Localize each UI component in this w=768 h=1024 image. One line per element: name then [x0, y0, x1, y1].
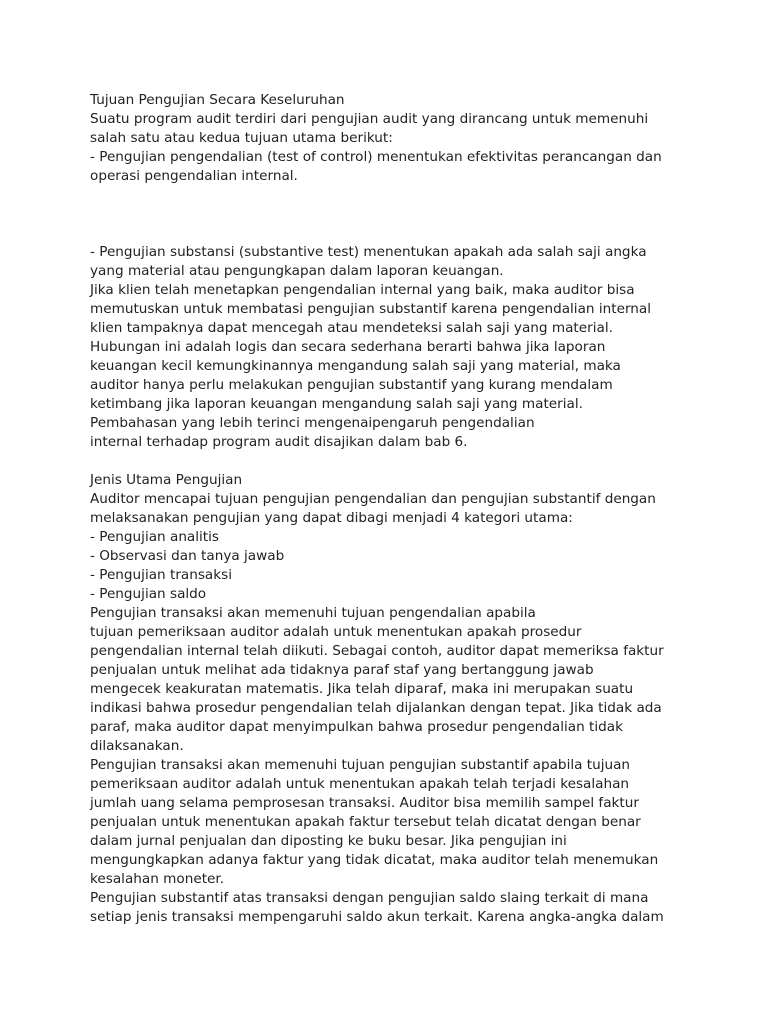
paragraph-line: auditor hanya perlu melakukan pengujian substantif yang kurang mendalam [90, 377, 613, 393]
paragraph-line: Hubungan ini adalah logis dan secara sederhana berarti bahwa jika laporan [90, 339, 606, 355]
paragraph-line: operasi pengendalian internal. [90, 168, 298, 184]
paragraph-line: keuangan kecil kemungkinannya mengandung salah saji yang material, maka [90, 358, 621, 374]
paragraph-line: dilaksanakan. [90, 738, 184, 754]
paragraph-line: indikasi bahwa prosedur pengendalian telah dijalankan dengan tepat. Jika tidak ada [90, 700, 662, 716]
paragraph-line: mengungkapkan adanya faktur yang tidak dicatat, maka auditor telah menemukan [90, 852, 659, 868]
list-item: - Pengujian saldo [90, 586, 207, 602]
paragraph-line: Pengujian transaksi akan memenuhi tujuan pengendalian apabila [90, 605, 536, 621]
list-item: - Observasi dan tanya jawab [90, 548, 285, 564]
heading-overall-objectives: Tujuan Pengujian Secara Keseluruhan [90, 92, 345, 108]
paragraph-line: paraf, maka auditor dapat menyimpulkan bahwa prosedur pengendalian tidak [90, 719, 623, 735]
paragraph-line: ketimbang jika laporan keuangan mengandung salah saji yang material. [90, 396, 583, 412]
paragraph-line: salah satu atau kedua tujuan utama berikut: [90, 130, 393, 146]
paragraph-line: Jika klien telah menetapkan pengendalian internal yang baik, maka auditor bisa [90, 282, 635, 298]
paragraph-line: yang material atau pengungkapan dalam laporan keuangan. [90, 263, 504, 279]
section-body [90, 243, 690, 927]
blank-line [90, 452, 690, 471]
paragraph-line: Auditor mencapai tujuan pengujian pengendalian dan pengujian substantif dengan [90, 491, 656, 507]
paragraph-line: penjualan untuk menentukan apakah faktur tersebut telah dicatat dengan benar [90, 814, 641, 830]
heading-main-test-types: Jenis Utama Pengujian [90, 472, 243, 488]
section-overall-objectives [90, 91, 690, 186]
paragraph-line: - Pengujian pengendalian (test of control) menentukan efektivitas perancangan dan [90, 149, 662, 165]
paragraph-line: tujuan pemeriksaan auditor adalah untuk menentukan apakah prosedur [90, 624, 582, 640]
paragraph-line: internal terhadap program audit disajikan dalam bab 6. [90, 434, 468, 450]
paragraph-line: memutuskan untuk membatasi pengujian substantif karena pengendalian internal [90, 301, 652, 317]
paragraph-line: Pengujian transaksi akan memenuhi tujuan pengujian substantif apabila tujuan [90, 757, 631, 773]
paragraph-line: penjualan untuk melihat ada tidaknya paraf staf yang bertanggung jawab [90, 662, 594, 678]
list-item: - Pengujian transaksi [90, 567, 232, 583]
paragraph-line: mengecek keakuratan matematis. Jika telah diparaf, maka ini merupakan suatu [90, 681, 634, 697]
paragraph-line: jumlah uang selama pemprosesan transaksi. Auditor bisa memilih sampel faktur [90, 795, 639, 811]
paragraph-line: pengendalian internal telah diikuti. Sebagai contoh, auditor dapat memeriksa faktur [90, 643, 664, 659]
paragraph-line: pemeriksaan auditor adalah untuk menentukan apakah telah terjadi kesalahan [90, 776, 630, 792]
list-item: - Pengujian analitis [90, 529, 220, 545]
paragraph-line: - Pengujian substansi (substantive test) menentukan apakah ada salah saji angka [90, 244, 647, 260]
paragraph-line: Pembahasan yang lebih terinci mengenaipengaruh pengendalian [90, 415, 535, 431]
paragraph-line: melaksanakan pengujian yang dapat dibagi menjadi 4 kategori utama: [90, 510, 573, 526]
paragraph-line: dalam jurnal penjualan dan diposting ke buku besar. Jika pengujian ini [90, 833, 567, 849]
paragraph-line: Pengujian substantif atas transaksi dengan pengujian saldo slaing terkait di mana [90, 890, 649, 906]
paragraph-line: Suatu program audit terdiri dari pengujian audit yang dirancang untuk memenuhi [90, 111, 649, 127]
paragraph-line: kesalahan moneter. [90, 871, 225, 887]
paragraph-line: setiap jenis transaksi mempengaruhi saldo akun terkait. Karena angka-angka dalam [90, 909, 664, 925]
paragraph-line: klien tampaknya dapat mencegah atau mendeteksi salah saji yang material. [90, 320, 613, 336]
